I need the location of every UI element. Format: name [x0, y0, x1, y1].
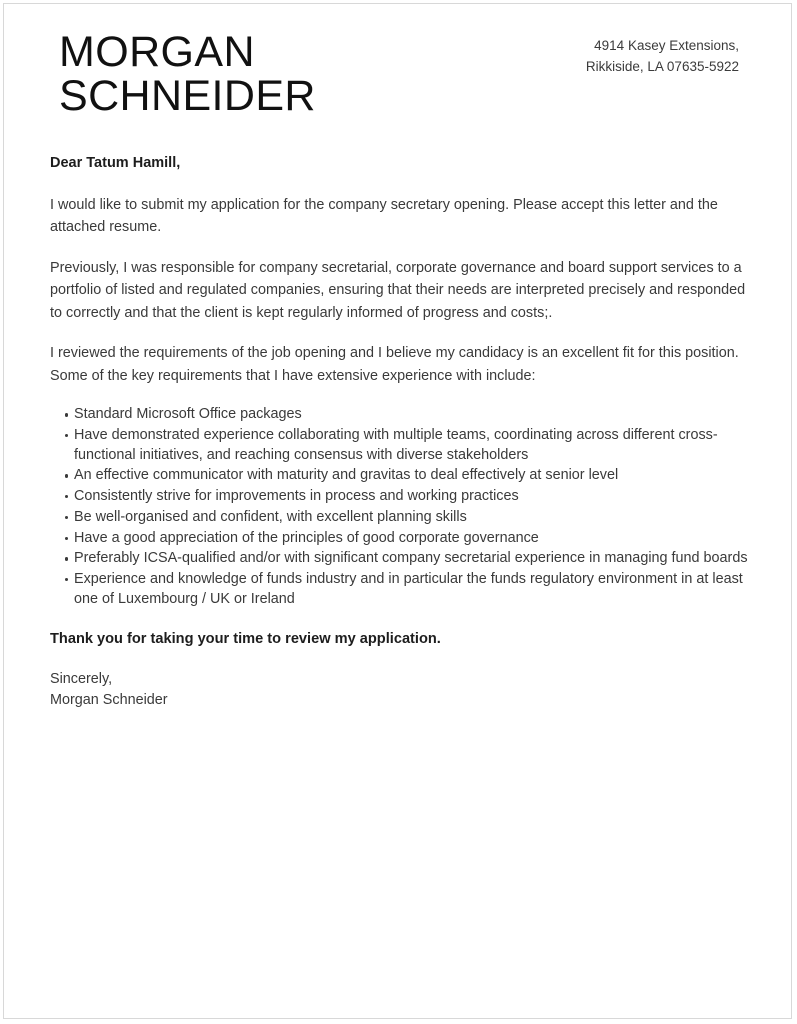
signoff-word: Sincerely,	[50, 670, 113, 687]
sender-last-name: SCHNEIDER	[59, 71, 316, 120]
sender-name-block	[59, 28, 316, 120]
list-item: Be well-organised and confident, with excellent planning skills	[50, 508, 750, 528]
list-item: Consistently strive for improvements in process and working practices	[50, 487, 750, 507]
sender-first-name: MORGAN	[59, 28, 255, 76]
paragraph-2: Previously, I was responsible for company secretarial, corporate governance and board support services to a portfolio of listed and regulated companies, ensuring that their needs are interpreted precisely and responded to correctly and that the client is kept regularly informed of progress and costs;.	[50, 259, 746, 321]
list-item: Have demonstrated experience collaborating with multiple teams, coordinating across different cross-functional initiatives, and reaching consensus with diverse stakeholders	[50, 426, 750, 465]
sender-address-block	[586, 36, 739, 77]
signature-block	[50, 669, 750, 711]
cover-letter-document	[4, 4, 791, 1018]
signoff-name: Morgan Schneider	[50, 691, 168, 708]
paragraph-1: I would like to submit my application for the company secretary opening. Please accept this letter and the attached resume.	[50, 196, 718, 236]
address-line-1: 4914 Kasey Extensions,	[594, 38, 739, 53]
closing-thanks: Thank you for taking your time to review my application.	[50, 631, 441, 648]
list-item: An effective communicator with maturity and gravitas to deal effectively at senior level	[50, 466, 750, 486]
paragraph-3: I reviewed the requirements of the job opening and I believe my candidacy is an excellent fit for this position. Some of the key requirements that I have extensive experience with include:	[50, 345, 739, 384]
letter-page	[3, 3, 792, 1019]
letter-body	[50, 154, 750, 711]
list-item: Experience and knowledge of funds industry and in particular the funds regulatory environment in at least one of Luxembourg / UK or Ireland	[50, 570, 750, 609]
list-item: Standard Microsoft Office packages	[50, 405, 750, 425]
requirements-list	[50, 405, 750, 609]
list-item: Preferably ICSA-qualified and/or with significant company secretarial experience in managing fund boards	[50, 549, 750, 569]
address-line-2: Rikkiside, LA 07635-5922	[585, 58, 739, 74]
letterhead	[4, 4, 791, 122]
salutation: Dear Tatum Hamill,	[50, 155, 181, 171]
list-item: Have a good appreciation of the principles of good corporate governance	[50, 529, 750, 549]
